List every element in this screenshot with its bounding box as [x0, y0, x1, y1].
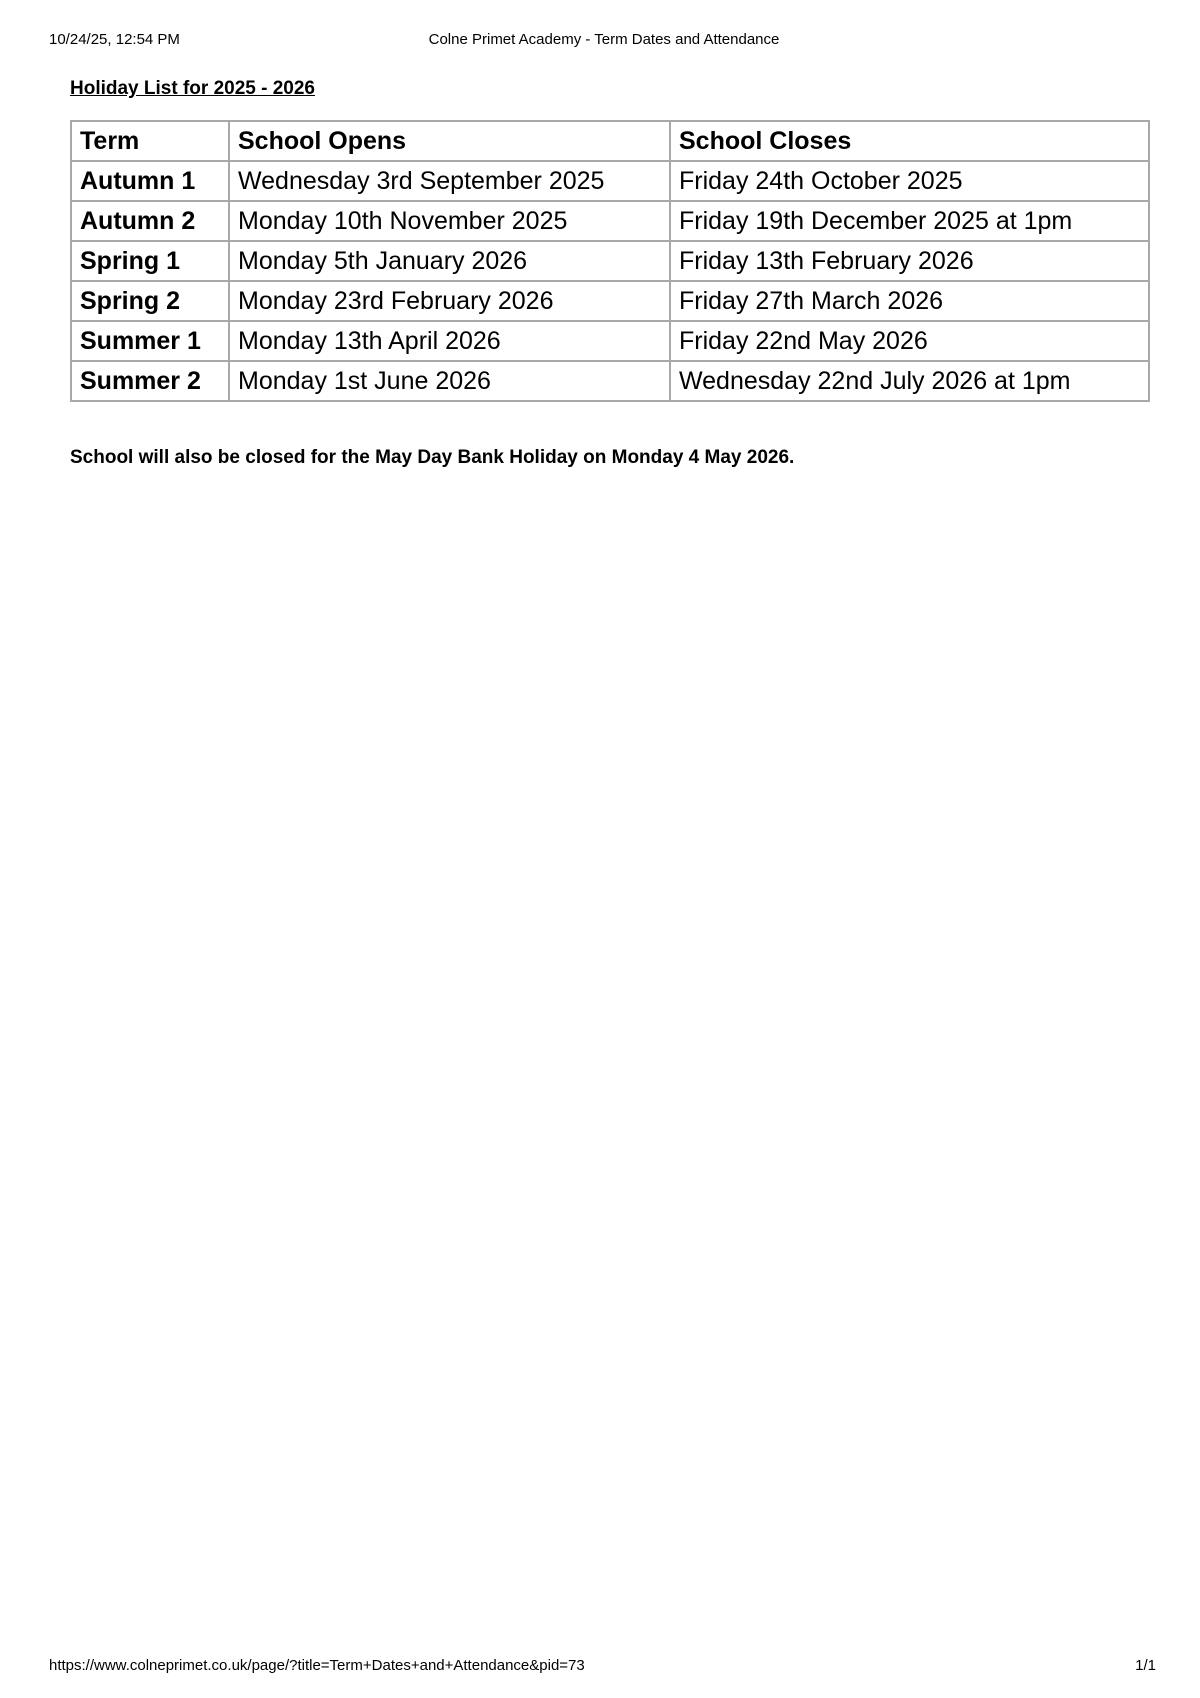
print-datetime: 10/24/25, 12:54 PM [49, 31, 180, 48]
opens-cell: Monday 13th April 2026 [229, 321, 670, 361]
print-page-title: Colne Primet Academy - Term Dates and Attendance [428, 31, 780, 48]
term-cell: Summer 1 [71, 321, 229, 361]
opens-cell: Monday 5th January 2026 [229, 241, 670, 281]
closes-cell: Wednesday 22nd July 2026 at 1pm [670, 361, 1149, 401]
closes-cell: Friday 27th March 2026 [670, 281, 1149, 321]
term-cell: Autumn 1 [71, 161, 229, 201]
table-row [71, 281, 1149, 321]
closes-cell: Friday 24th October 2025 [670, 161, 1149, 201]
bank-holiday-note: School will also be closed for the May Day Bank Holiday on Monday 4 May 2026. [70, 447, 795, 468]
term-cell: Autumn 2 [71, 201, 229, 241]
table-header-row [71, 121, 1149, 161]
table-row [71, 361, 1149, 401]
opens-cell: Monday 10th November 2025 [229, 201, 670, 241]
column-header-term: Term [71, 121, 229, 161]
term-cell: Summer 2 [71, 361, 229, 401]
opens-cell: Monday 23rd February 2026 [229, 281, 670, 321]
holiday-list-heading: Holiday List for 2025 - 2026 [70, 78, 315, 99]
term-cell: Spring 1 [71, 241, 229, 281]
closes-cell: Friday 19th December 2025 at 1pm [670, 201, 1149, 241]
closes-cell: Friday 13th February 2026 [670, 241, 1149, 281]
term-cell: Spring 2 [71, 281, 229, 321]
print-footer-url: https://www.colneprimet.co.uk/page/?title=Term+Dates+and+Attendance&pid=73 [49, 1657, 585, 1674]
opens-cell: Monday 1st June 2026 [229, 361, 670, 401]
column-header-school-closes: School Closes [670, 121, 1149, 161]
table-row [71, 321, 1149, 361]
opens-cell: Wednesday 3rd September 2025 [229, 161, 670, 201]
term-dates-table [70, 120, 1150, 402]
table-row [71, 241, 1149, 281]
table-row [71, 201, 1149, 241]
print-page-number: 1/1 [1135, 1657, 1156, 1674]
column-header-school-opens: School Opens [229, 121, 670, 161]
closes-cell: Friday 22nd May 2026 [670, 321, 1149, 361]
table-row [71, 161, 1149, 201]
